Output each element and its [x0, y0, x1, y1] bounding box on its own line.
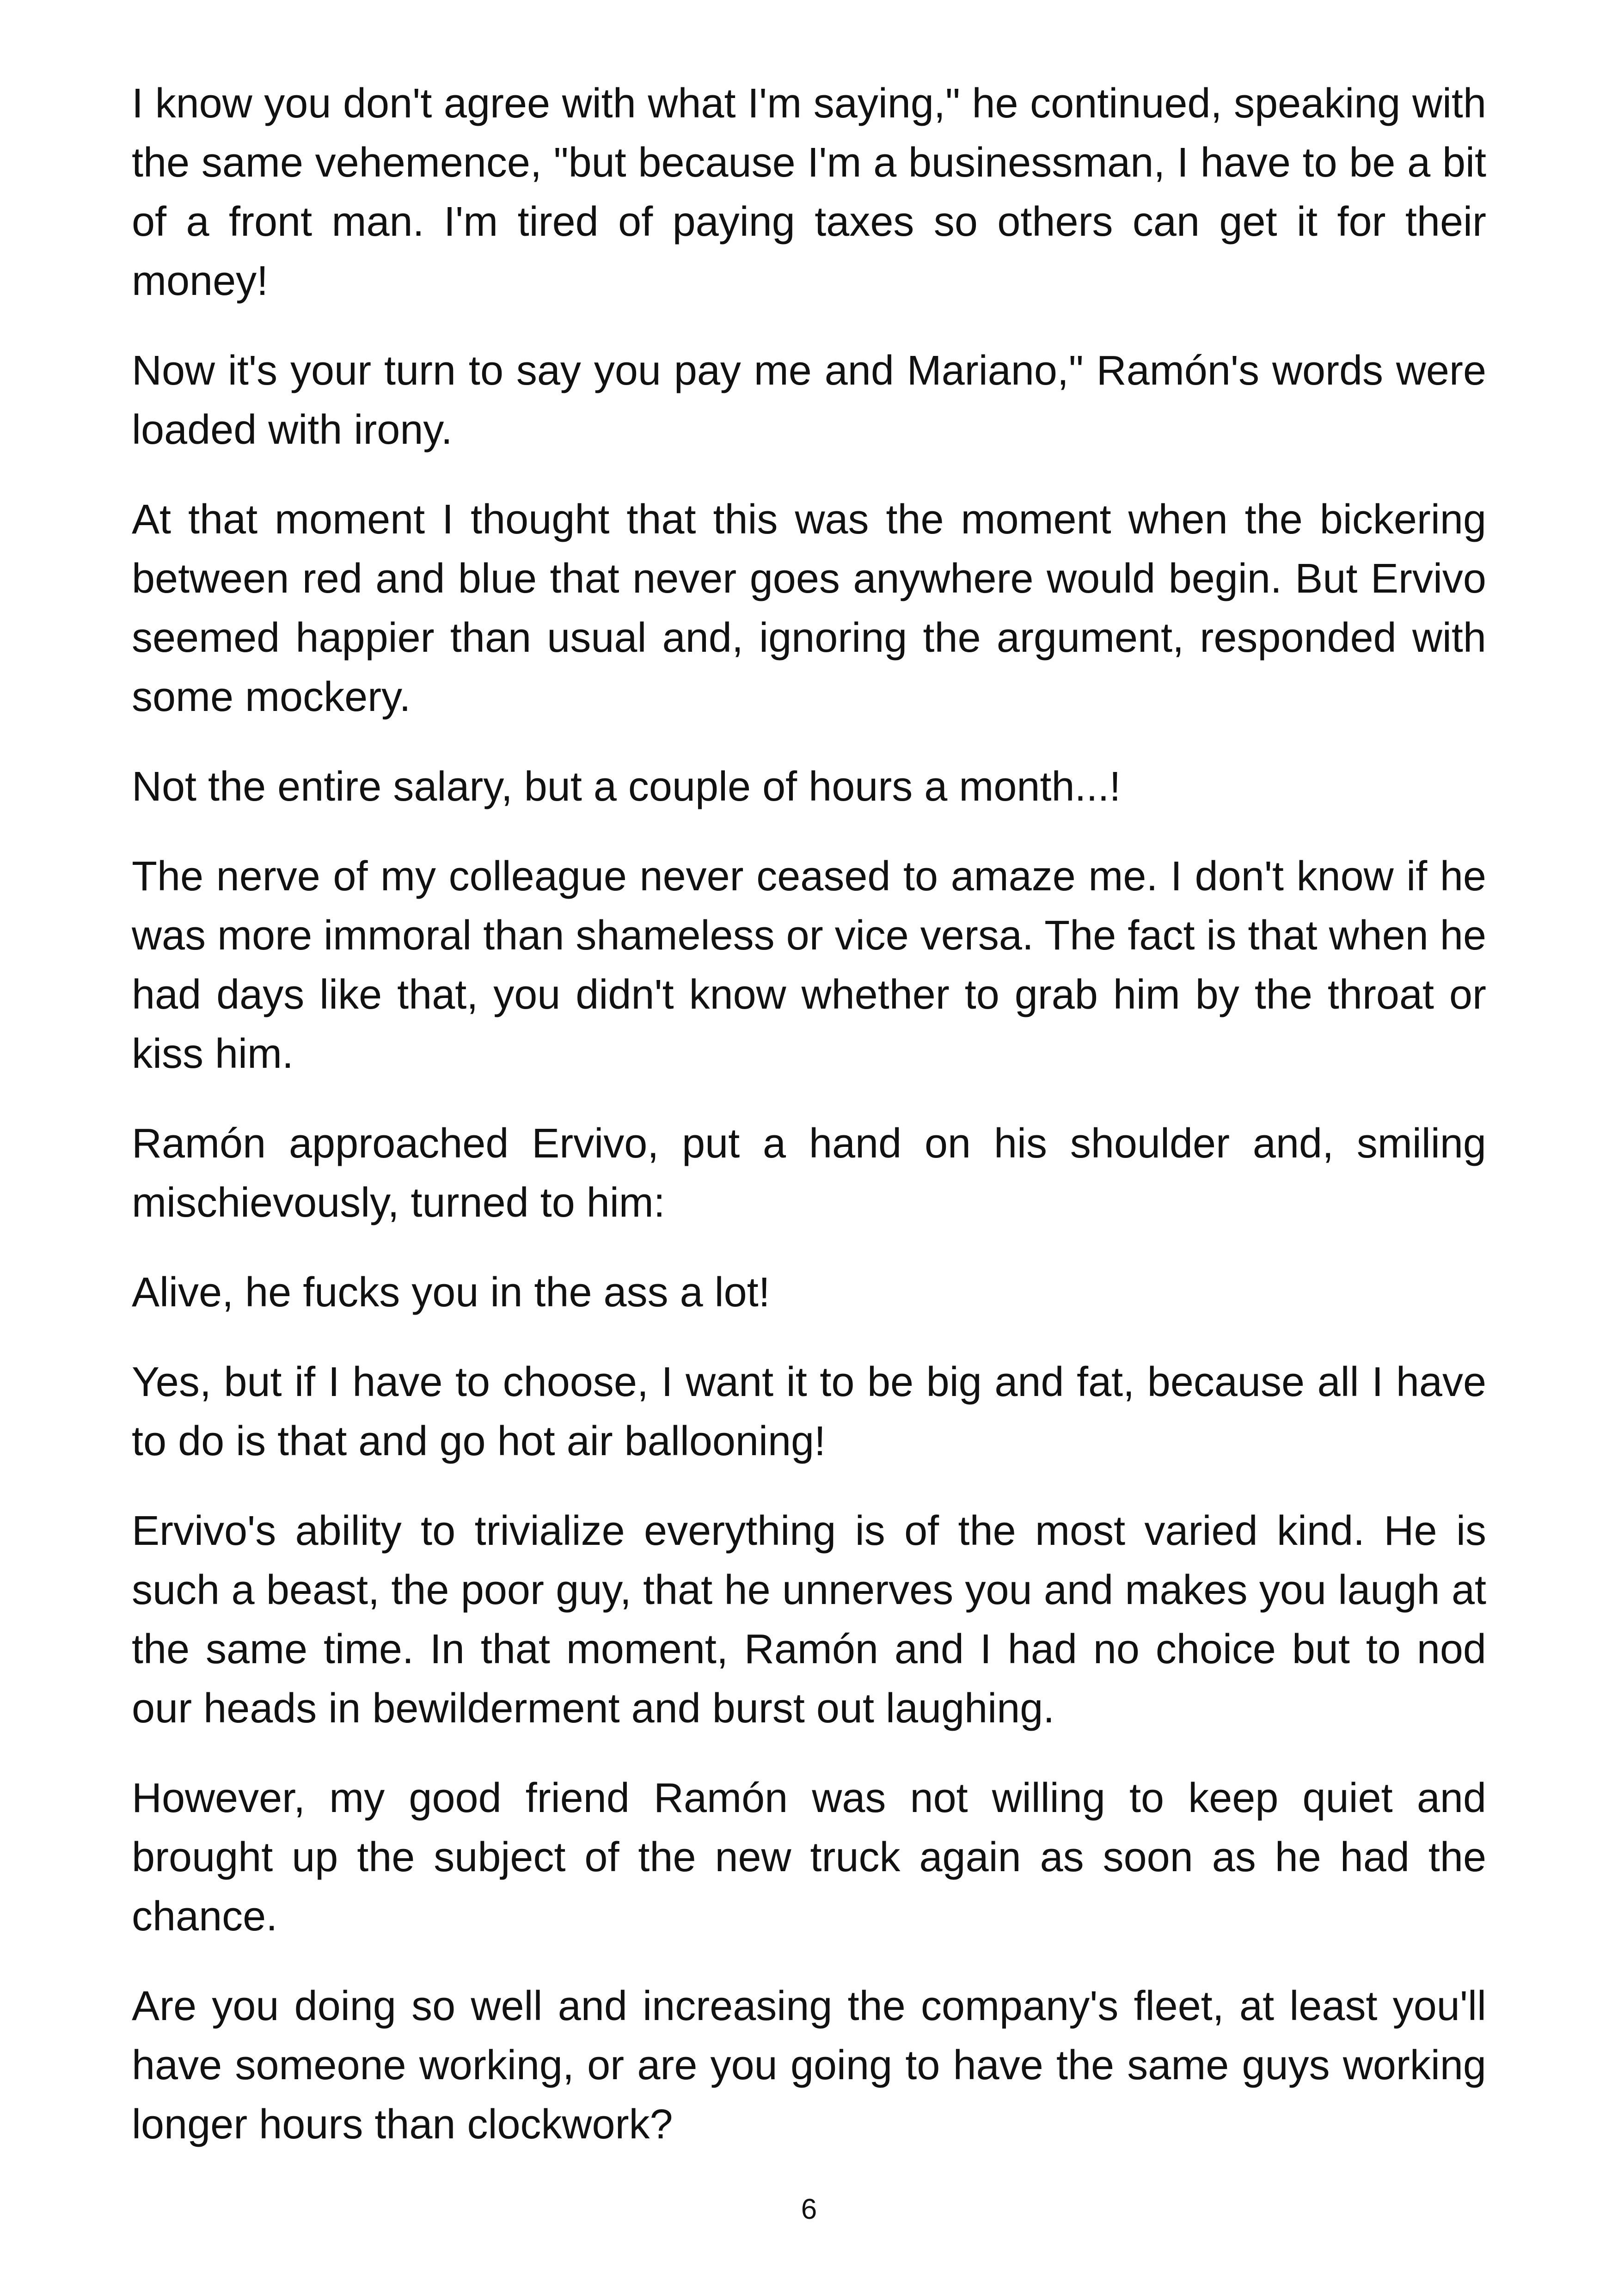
paragraph-3: At that moment I thought that this was the moment when the bickering between red and blue that never goes anywhere would begin. But Ervivo seemed happier than usual and, ignoring the argument, responded with some mockery.	[132, 496, 1486, 720]
paragraph-11: Are you doing so well and increasing the company's fleet, at least you'll have someone working, or are you going to have the same guys working longer hours than clockwork?	[132, 1983, 1486, 2148]
paragraph-9: Ervivo's ability to trivialize everything is of the most varied kind. He is such a beast, the poor guy, that he unnerves you and makes you laugh at the same time. In that moment, Ramón and I had no choice but to nod our heads in bewilderment and burst out laughing.	[132, 1508, 1486, 1732]
paragraph-10: However, my good friend Ramón was not willing to keep quiet and brought up the subject of the new truck again as soon as he had the chance.	[132, 1775, 1486, 1940]
paragraph-6: Ramón approached Ervivo, put a hand on his shoulder and, smiling mischievously, turned to him:	[132, 1120, 1486, 1226]
paragraph-4: Not the entire salary, but a couple of hours a month...!	[132, 764, 1121, 810]
paragraph-2: Now it's your turn to say you pay me and Mariano," Ramón's words were loaded with irony.	[132, 348, 1486, 453]
paragraph-5: The nerve of my colleague never ceased to amaze me. I don't know if he was more immoral than shameless or vice versa. The fact is that when he had days like that, you didn't know whether to grab him by the throat or kiss him.	[132, 853, 1486, 1077]
paragraph-7: Alive, he fucks you in the ass a lot!	[132, 1269, 770, 1316]
paragraph-1: I know you don't agree with what I'm saying," he continued, speaking with the same vehemence, "but because I'm a businessman, I have to be a bit of a front man. I'm tired of paying taxes so others can get it for their money!	[132, 80, 1486, 304]
body-text	[132, 74, 1486, 2185]
paragraph-8: Yes, but if I have to choose, I want it to be big and fat, because all I have to do is that and go hot air ballooning!	[132, 1359, 1486, 1464]
page-number: 6	[801, 2193, 817, 2225]
